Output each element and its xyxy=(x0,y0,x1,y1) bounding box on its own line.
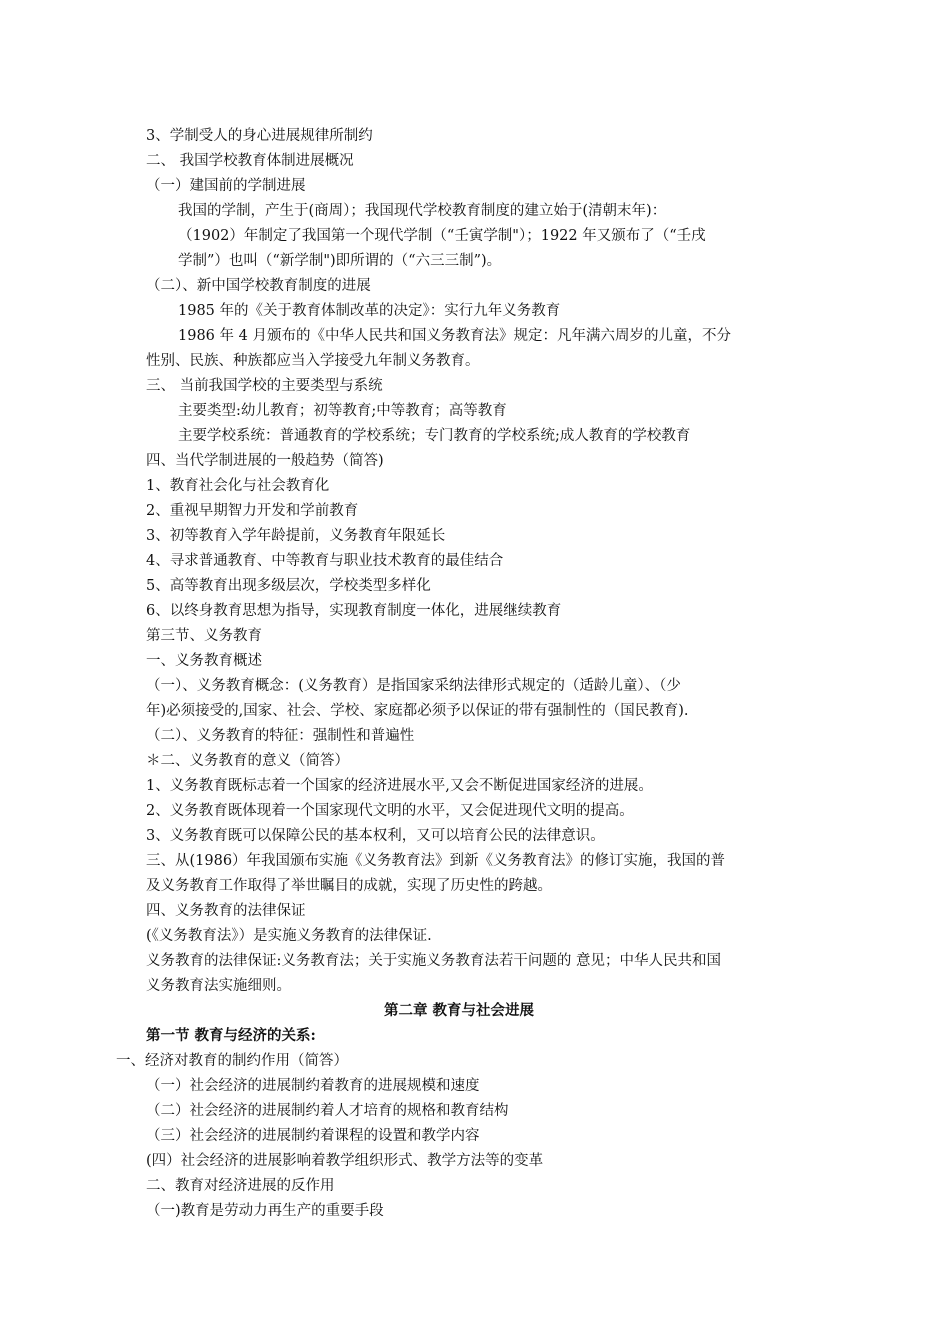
text-line: 性别、民族、种族都应当入学接受九年制义务教育。 xyxy=(146,353,480,369)
text-line: 义务教育法实施细则。 xyxy=(146,978,291,994)
section-title: 第一节 教育与经济的关系: xyxy=(146,1027,316,1044)
list-item: 2、义务教育既体现着一个国家现代文明的水平，又会促进现代文明的提高。 xyxy=(146,803,634,819)
text-line: 义务教育的法律保证:义务教育法；关于实施义务教育法若干问题的 意见；中华人民共和国 xyxy=(146,953,721,969)
section-heading: 四、义务教育的法律保证 xyxy=(146,903,306,919)
list-item: （一）社会经济的进展制约着教育的进展规模和速度 xyxy=(146,1078,480,1094)
list-item: 1、义务教育既标志着一个国家的经济进展水平,又会不断促进国家经济的进展。 xyxy=(146,778,653,794)
list-item: （一)教育是劳动力再生产的重要手段 xyxy=(146,1203,384,1219)
list-item: 4、寻求普通教育、中等教育与职业技术教育的最佳结合 xyxy=(146,553,504,569)
section-heading: 三、 当前我国学校的主要类型与系统 xyxy=(146,378,383,394)
section-heading: 二、 我国学校教育体制进展概况 xyxy=(146,153,354,169)
list-item: 3、义务教育既可以保障公民的基本权利，又可以培育公民的法律意识。 xyxy=(146,828,605,844)
text-line: 我国的学制，产生于(商周）；我国现代学校教育制度的建立始于(清朝末年)： xyxy=(178,203,667,219)
list-item: （三）社会经济的进展制约着课程的设置和教学内容 xyxy=(146,1128,480,1144)
section-heading: 一、经济对教育的制约作用（简答） xyxy=(116,1053,348,1069)
text-line: 1985 年的《关于教育体制改革的决定》：实行九年义务教育 xyxy=(178,303,561,319)
list-item: (四）社会经济的进展影响着教学组织形式、教学方法等的变革 xyxy=(146,1153,544,1169)
text-line: 三、从(1986）年我国颁布实施《义务教育法》到新《义务教育法》的修订实施，我国的普 xyxy=(146,853,726,869)
text-line: （1902）年制定了我国第一个现代学制（“壬寅学制"）；1922 年又颁布了（“壬戌 xyxy=(178,228,706,244)
text-line: 年)必须接受的,国家、社会、学校、家庭都必须予以保证的带有强制性的（国民教育). xyxy=(146,703,689,719)
section-heading: 一、义务教育概述 xyxy=(146,653,262,669)
chapter-title: 第二章 教育与社会进展 xyxy=(384,1002,535,1019)
list-item: 6、以终身教育思想为指导，实现教育制度一体化，进展继续教育 xyxy=(146,603,562,619)
text-line: (《义务教育法》）是实施义务教育的法律保证. xyxy=(146,928,432,944)
section-heading: 第三节、义务教育 xyxy=(146,628,262,644)
text-line: 主要类型:幼儿教育；初等教育;中等教育；高等教育 xyxy=(178,403,507,419)
text-line: 1986 年 4 月颁布的《中华人民共和国义务教育法》规定：凡年满六周岁的儿童，不分 xyxy=(178,328,731,344)
text-line: （一）、义务教育概念：(义务教育）是指国家采纳法律形式规定的（适龄儿童）、（少 xyxy=(146,678,681,694)
text-line: （二）、义务教育的特征：强制性和普遍性 xyxy=(146,728,415,744)
section-heading: 二、教育对经济进展的反作用 xyxy=(146,1178,335,1194)
section-heading: 四、当代学制进展的一般趋势（简答) xyxy=(146,453,384,469)
text-line: 主要学校系统：普通教育的学校系统；专门教育的学校系统;成人教育的学校教育 xyxy=(178,428,691,444)
text-line: 3、学制受人的身心进展规律所制约 xyxy=(146,128,373,144)
list-item: 3、初等教育入学年龄提前，义务教育年限延长 xyxy=(146,528,446,544)
list-item: （二）社会经济的进展制约着人才培育的规格和教育结构 xyxy=(146,1103,509,1119)
list-item: 1、教育社会化与社会教育化 xyxy=(146,478,330,494)
list-item: 2、重视早期智力开发和学前教育 xyxy=(146,503,359,519)
section-heading: ＊二、义务教育的意义（简答） xyxy=(146,753,349,769)
text-line: 学制”）也叫（“新学制")即所谓的（“六三三制”)。 xyxy=(178,253,502,269)
text-line: 及义务教育工作取得了举世瞩目的成就，实现了历史性的跨越。 xyxy=(146,878,552,894)
subsection-heading: （二）、新中国学校教育制度的进展 xyxy=(146,278,371,294)
subsection-heading: （一）建国前的学制进展 xyxy=(146,178,306,194)
list-item: 5、高等教育出现多级层次，学校类型多样化 xyxy=(146,578,431,594)
